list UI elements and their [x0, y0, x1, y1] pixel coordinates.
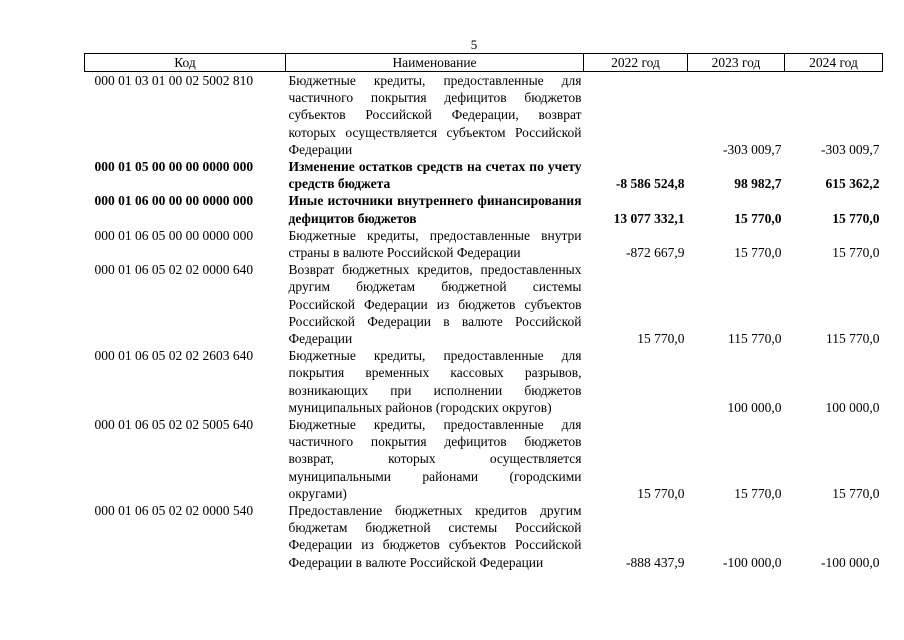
budget-sources-table [84, 53, 883, 571]
header-year-2024: 2024 год [785, 54, 883, 72]
row-value-2022: -888 437,9 [626, 554, 685, 570]
header-name: Наименование [286, 54, 584, 72]
table-body [85, 72, 883, 571]
row-code: 000 01 06 05 02 02 2603 640 [94, 348, 254, 364]
row-value-2023: -100 000,0 [723, 554, 782, 570]
table-row [85, 192, 883, 226]
header-year-2022: 2022 год [584, 54, 688, 72]
table-row [85, 347, 883, 416]
header-year-2023: 2023 год [688, 54, 785, 72]
row-value-2023: 98 982,7 [734, 176, 782, 192]
row-value-2023: 15 770,0 [734, 210, 782, 226]
row-value-2022: 15 770,0 [637, 331, 685, 347]
row-value-2023: 115 770,0 [728, 331, 782, 347]
row-code: 000 01 06 05 02 02 0000 540 [94, 503, 254, 519]
row-value-2024: 115 770,0 [826, 331, 880, 347]
row-value-2023: 15 770,0 [734, 485, 782, 501]
header-code: Код [85, 54, 286, 72]
row-value-2022 [584, 347, 688, 416]
page-number: 5 [470, 37, 478, 52]
row-value-2022 [584, 72, 688, 159]
row-name: Возврат бюджетных кредитов, предоставленных другим бюджетам бюджетной системы Российской Федерации из бюджетов субъектов Российской Федерации в валюте Российской Федерации [288, 262, 582, 347]
row-code: 000 01 06 00 00 00 0000 000 [94, 193, 254, 209]
row-name: Иные источники внутреннего финансирования дефицитов бюджетов [288, 193, 582, 226]
row-value-2024: -100 000,0 [821, 554, 880, 570]
row-value-2024: 15 770,0 [832, 245, 880, 261]
table-row [85, 158, 883, 192]
row-value-2022: -8 586 524,8 [615, 176, 685, 192]
table-header-row [85, 54, 883, 72]
row-value-2022: 15 770,0 [637, 485, 685, 501]
row-code: 000 01 03 01 00 02 5002 810 [94, 73, 254, 88]
row-name: Бюджетные кредиты, предоставленные для покрытия временных кассовых разрывов, возникающих при исполнении бюджетов муниципальных районов (городских округов) [288, 348, 582, 415]
row-name: Предоставление бюджетных кредитов другим бюджетам бюджетной системы Российской Федерации из бюджетов субъектов Российской Федерации в валюте Российской Федерации [288, 503, 582, 570]
table-row [85, 416, 883, 502]
row-name: Бюджетные кредиты, предоставленные внутри страны в валюте Российской Федерации [288, 227, 582, 261]
row-value-2024: 100 000,0 [825, 399, 880, 415]
row-value-2022: -872 667,9 [626, 245, 685, 261]
row-value-2023: -303 009,7 [723, 141, 782, 157]
row-value-2022: 13 077 332,1 [613, 210, 685, 226]
row-value-2024: -303 009,7 [821, 141, 880, 157]
table-row [85, 227, 883, 261]
row-code: 000 01 06 05 02 02 5005 640 [94, 417, 254, 433]
row-value-2023: 15 770,0 [734, 245, 782, 261]
table-row [85, 72, 883, 159]
row-name: Бюджетные кредиты, предоставленные для частичного покрытия дефицитов бюджетов субъектов Российской Федерации, возврат которых осуществляется субъектом Российской Федерации [288, 73, 582, 157]
row-name: Изменение остатков средств на счетах по учету средств бюджета [288, 159, 582, 192]
row-value-2023: 100 000,0 [727, 399, 782, 415]
row-code: 000 01 06 05 02 02 0000 640 [94, 262, 254, 278]
row-code: 000 01 06 05 00 00 0000 000 [94, 227, 254, 243]
row-value-2024: 15 770,0 [832, 210, 880, 226]
table-row [85, 502, 883, 571]
row-value-2024: 15 770,0 [832, 485, 880, 501]
table-row [85, 261, 883, 347]
row-name: Бюджетные кредиты, предоставленные для частичного покрытия дефицитов бюджетов возврат, которых осуществляется муниципальными районами (городскими округами) [288, 417, 582, 501]
row-code: 000 01 05 00 00 00 0000 000 [94, 159, 254, 175]
row-value-2024: 615 362,2 [825, 176, 880, 192]
